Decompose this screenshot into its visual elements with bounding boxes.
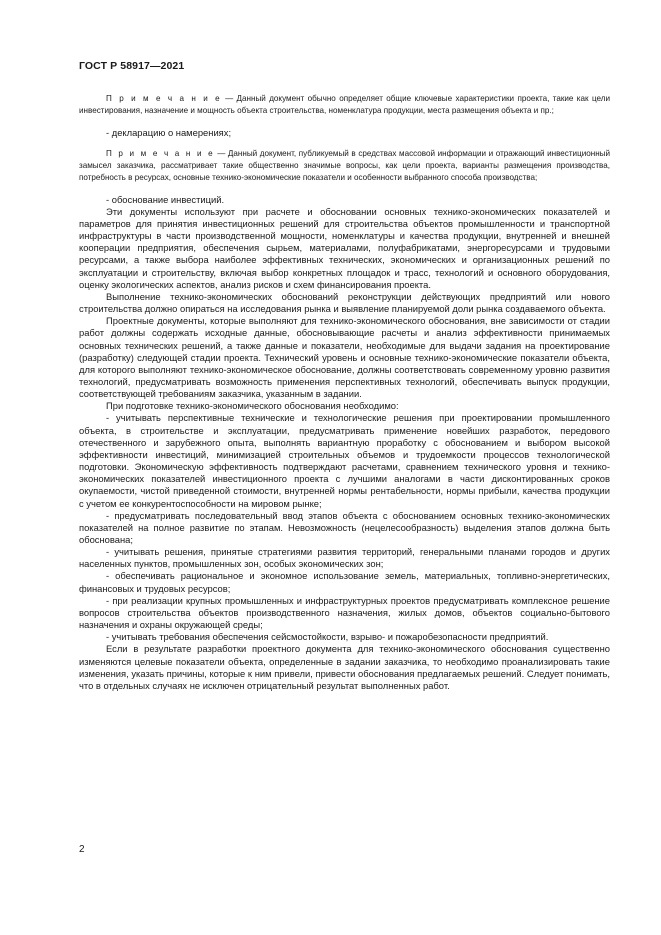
page-number: 2 [79, 844, 85, 855]
note-label: П р и м е ч а н и е [106, 148, 215, 158]
paragraph-documents-usage: Эти документы используют при расчете и обосновании основных технико-экономических показателей и параметров для принятия инвестиционных решений для строительства объектов промышленности и транспортной инфраструктуры в части производственной мощности, номенклатуры и качества продукции, внутренней и внешней кооперации предприятия, обеспечения сырьем, материалами, полуфабрикатами, энергоресурсами и трудовыми ресурсами, а также выбора наиболее эффективных технических, экономических и организационных решений по эксплуатации и строительству, включая выбор конкретных площадок и трасс, технологий и основного оборудования, оценку экологических аспектов, анализ рисков и схем финансирования проекта. [79, 205, 610, 290]
note-2 [79, 148, 610, 185]
list-item-territorial-strategies: - учитывать решения, принятые стратегиями развития территорий, генеральными планами городов и других населенных пунктов, промышленных зон, особых экономических зон; [79, 546, 610, 570]
paragraph-result-changes: Если в результате разработки проектного документа для технико-экономического обоснования существенно изменяются целевые показатели объекта, определенные в задании заказчика, то необходимо проанализировать такие изменения, указать причины, которые к ним привели, привести обоснования предлагаемых решений. Следует понимать, что в отдельных случаях не исключен отрицательный результат выполненных работ. [79, 643, 610, 691]
list-item-declaration: - декларацию о намерениях; [106, 126, 232, 138]
paragraph-preparation-intro: При подготовке технико-экономического обоснования необходимо: [106, 400, 399, 412]
note-2-text: — Данный документ, публикуемый в средствах массовой информации и отражающий инвестиционный замысел заказчика, рассматривает такие общественно значимые вопросы, как цели проекта, варианты размещения производства, потребность в ресурсах, основные технико-экономические показатели и особенности выбранного способа производства; [79, 148, 611, 183]
list-item-complex-solutions: - при реализации крупных промышленных и инфраструктурных проектов предусматривать комплексное решение вопросов строительства объектов производственного назначения, жилых домов, объектов социально-бытового назначения и охраны окружающей среды; [79, 594, 610, 631]
document-code-header: ГОСТ Р 58917—2021 [79, 60, 185, 72]
note-1-text: — Данный документ обычно определяет общие ключевые характеристики проекта, такие как цели инвестирования, назначение и мощность объекта строительства, номенклатура продукции, места размещения объекта и пр.; [79, 94, 610, 116]
list-item-resource-use: - обеспечивать рациональное и экономное использование земель, материальных, топливно-энергетических, финансовых и трудовых ресурсов; [79, 570, 610, 594]
document-body [79, 93, 610, 692]
note-label: П р и м е ч а н и е [106, 94, 222, 103]
list-item-investment-justification: - обоснование инвестиций. [106, 193, 225, 205]
paragraph-reconstruction: Выполнение технико-экономических обоснований реконструкции действующих предприятий или нового строительства должно опираться на исследования рынка и выявление планируемой доли рынка создаваемого объекта. [79, 290, 610, 315]
list-item-staged-commissioning: - предусматривать последовательный ввод этапов объекта с обоснованием основных технико-экономических показателей на полное развитие по этапам. Невозможность (нецелесообразность) выделения этапов должна быть обоснована; [79, 509, 610, 546]
paragraph-project-documents: Проектные документы, которые выполняют для технико-экономического обоснования, вне зависимости от стадии работ должны содержать исходные данные, обосновывающие расчеты и анализ эффективности принимаемых основных технических решений, а также данные и показатели, необходимые для выдачи задания на проектирование (разработку) следующей стадии проекта. Технический уровень и основные технико-экономические показатели объекта, для которого выполняют технико-экономическое обоснование, должны соответствовать современному уровню развития технологий, предусматривать возможность применения перспективных технологий, обеспечивать выпуск продукции, соответствующей требованиям заказчика, указанным в задании. [79, 315, 610, 400]
list-item-safety-requirements: - учитывать требования обеспечения сейсмостойкости, взрыво- и пожаробезопасности предприятий. [106, 631, 549, 643]
list-item-perspective-solutions: - учитывать перспективные технические и технологические решения при проектировании промышленного объекта, в строительстве и эксплуатации, предусматривать применение новейших разработок, передового отечественного и зарубежного опыта, выполнять вариантную проработку с обоснованием и выбором высокой эффективности инвестиций, минимизацией строительных объемов и трудоемкости процессов технологической подготовки. Экономическую эффективность подтверждают расчетами, сравнением технического уровня и технико-экономических показателей инвестиционного проекта с лучшими аналогами в части дисконтированных сроков окупаемости, чистой приведенной стоимости, внутренней нормы рентабельности, нормы прибыли, качества продукции с учетом ее конкурентоспособности на мировом рынке; [79, 412, 610, 509]
note-1 [79, 93, 610, 118]
